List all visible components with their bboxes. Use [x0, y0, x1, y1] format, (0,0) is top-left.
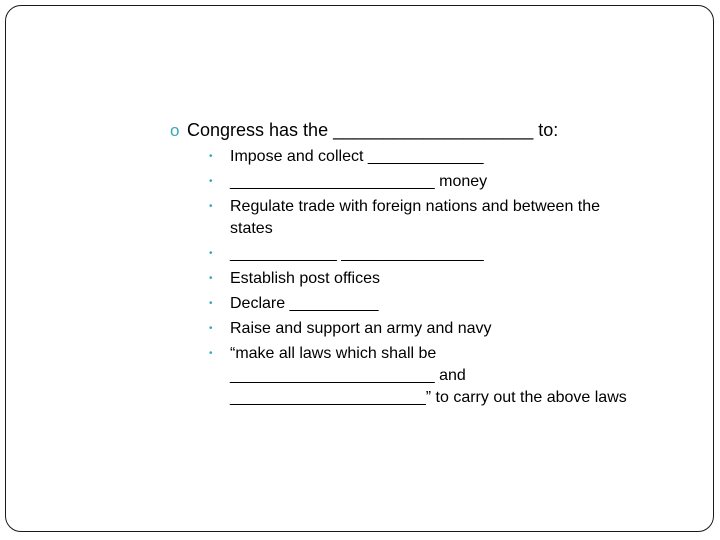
bullet-dot-icon: • — [209, 248, 213, 259]
bullet-dot-icon: • — [209, 201, 213, 212]
bullet-dot-icon: • — [209, 151, 213, 162]
bullet-dot-icon: • — [209, 323, 213, 334]
list-item — [209, 146, 689, 168]
bullet-dot-icon: • — [209, 298, 213, 309]
list-item — [209, 293, 689, 315]
list-item-text: ____________ ________________ — [230, 245, 484, 262]
list-item — [209, 196, 689, 240]
list-item-text: Impose and collect _____________ — [230, 148, 484, 165]
list-item — [209, 171, 689, 193]
main-point-text: Congress has the ____________________ to: — [187, 120, 559, 140]
list-item-text: Raise and support an army and navy — [230, 320, 492, 337]
list-item-text: Regulate trade with foreign nations and between the states — [230, 198, 601, 237]
bullet-dot-icon: • — [209, 348, 213, 359]
list-item-text: Declare __________ — [230, 295, 379, 312]
bullet-dot-icon: • — [209, 273, 213, 284]
list-item — [209, 268, 689, 290]
list-item — [209, 243, 689, 265]
list-item — [209, 318, 689, 340]
hollow-circle-bullet-icon: o — [170, 121, 180, 140]
list-item-text: Establish post offices — [230, 270, 381, 287]
list-item-text: _______________________ money — [230, 173, 488, 190]
list-item-text: “make all laws which shall be _______________________ and ______________________” to carry out the above laws — [230, 345, 627, 406]
main-point — [170, 119, 558, 142]
list-item — [209, 343, 689, 409]
sub-point-list — [209, 146, 689, 412]
bullet-dot-icon: • — [209, 176, 213, 187]
